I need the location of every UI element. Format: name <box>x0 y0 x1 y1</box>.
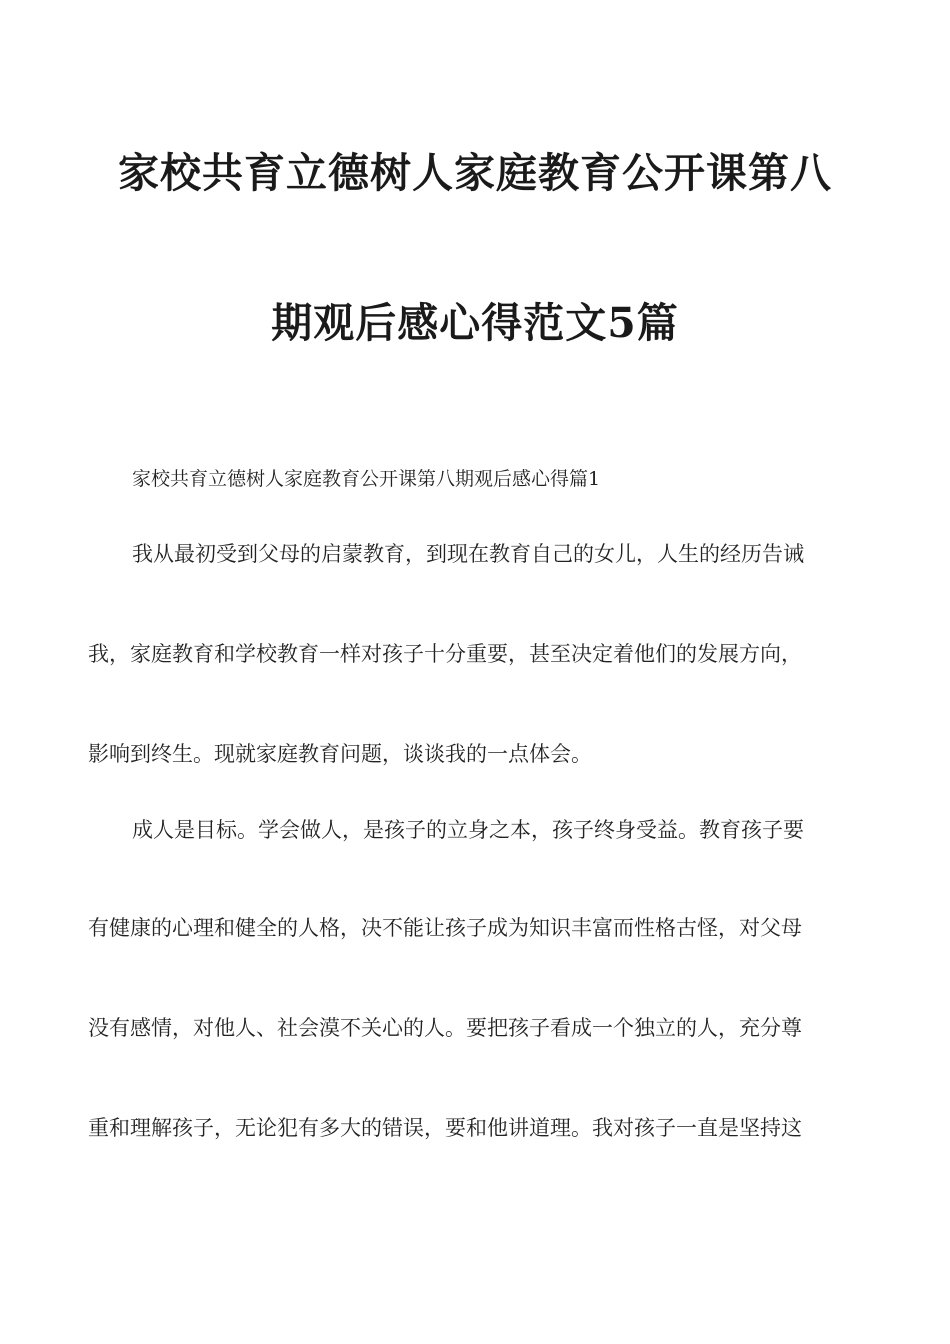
section-heading: 家校共育立德树人家庭教育公开课第八期观后感心得篇1 <box>132 468 601 490</box>
paragraph-2-line-2: 有健康的心理和健全的人格，决不能让孩子成为知识丰富而性格古怪，对父母 <box>88 916 802 940</box>
document-title-line-1: 家校共育立德树人家庭教育公开课第八 <box>118 149 832 197</box>
paragraph-1-line-3: 影响到终生。现就家庭教育问题，谈谈我的一点体会。 <box>88 742 592 766</box>
paragraph-1-line-1: 我从最初受到父母的启蒙教育，到现在教育自己的女儿，人生的经历告诫 <box>132 542 804 566</box>
paragraph-1-line-2: 我，家庭教育和学校教育一样对孩子十分重要，甚至决定着他们的发展方向， <box>88 642 802 666</box>
paragraph-2-line-3: 没有感情，对他人、社会漠不关心的人。要把孩子看成一个独立的人，充分尊 <box>88 1016 802 1040</box>
paragraph-2-line-1: 成人是目标。学会做人，是孩子的立身之本，孩子终身受益。教育孩子要 <box>132 818 804 842</box>
paragraph-2-line-4: 重和理解孩子，无论犯有多大的错误，要和他讲道理。我对孩子一直是坚持这 <box>88 1116 802 1140</box>
document-title-line-2: 期观后感心得范文5篇 <box>271 299 679 347</box>
